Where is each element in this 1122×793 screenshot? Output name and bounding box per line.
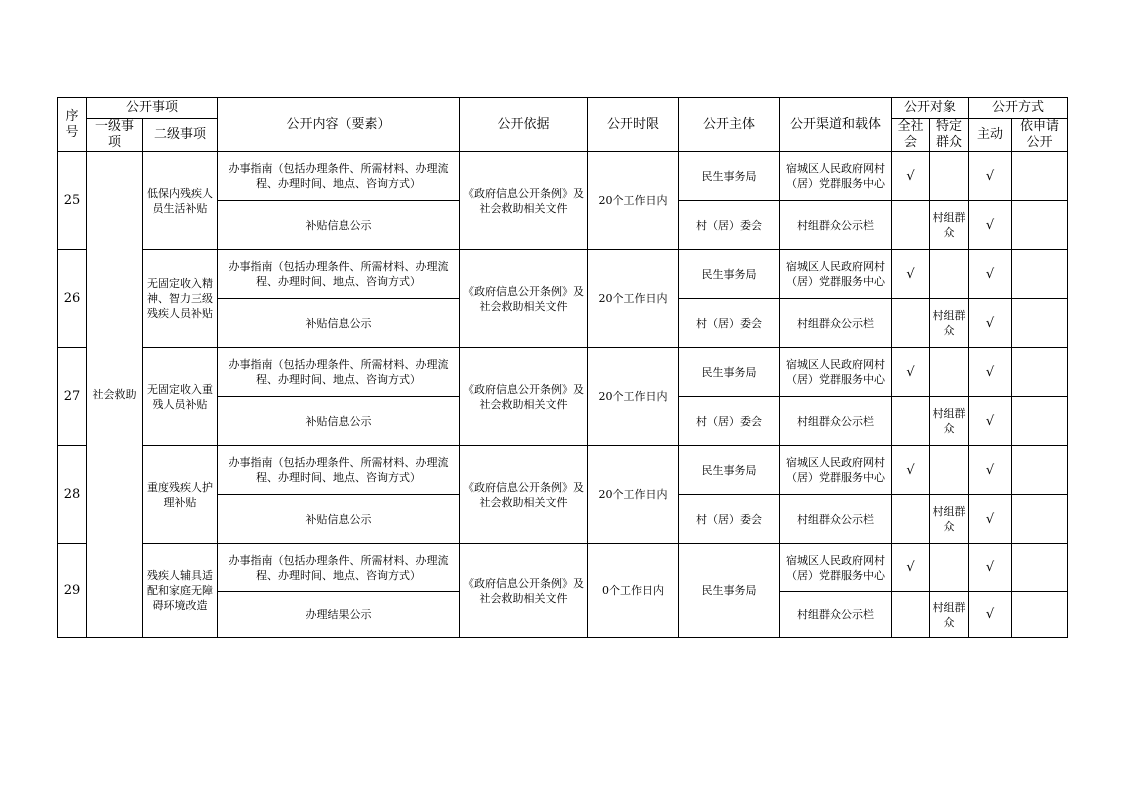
- row-content-guide: 办事指南（包括办理条件、所需材料、办理流程、办理时间、地点、咨询方式）: [218, 446, 460, 495]
- row-by-request: [1012, 348, 1068, 397]
- row-content-guide: 办事指南（包括办理条件、所需材料、办理流程、办理时间、地点、咨询方式）: [218, 544, 460, 592]
- row-active: √: [969, 446, 1012, 495]
- row-channel: 宿城区人民政府网村（居）党群服务中心: [780, 544, 892, 592]
- row-specific-group: [930, 348, 969, 397]
- row-active: √: [969, 201, 1012, 250]
- header-method: 公开方式: [969, 98, 1068, 119]
- row-all-society: √: [892, 152, 930, 201]
- header-level1: 一级事项: [87, 119, 143, 152]
- row-content-notice: 补贴信息公示: [218, 495, 460, 544]
- row-content-guide: 办事指南（包括办理条件、所需材料、办理流程、办理时间、地点、咨询方式）: [218, 152, 460, 201]
- row-time-limit: 20个工作日内: [588, 250, 679, 348]
- row-subject: 村（居）委会: [679, 397, 780, 446]
- row-specific-group: 村组群众: [930, 592, 969, 638]
- row-all-society: [892, 201, 930, 250]
- row-all-society: [892, 299, 930, 348]
- row-basis: 《政府信息公开条例》及社会救助相关文件: [460, 544, 588, 638]
- row-all-society: √: [892, 348, 930, 397]
- row-seq: 25: [58, 152, 87, 250]
- row-all-society: √: [892, 544, 930, 592]
- row-content-notice: 补贴信息公示: [218, 299, 460, 348]
- row-time-limit: 20个工作日内: [588, 446, 679, 544]
- row-channel: 村组群众公示栏: [780, 592, 892, 638]
- table-row: [58, 250, 1068, 299]
- row-seq: 28: [58, 446, 87, 544]
- row-all-society: √: [892, 446, 930, 495]
- header-specific-group: 特定群众: [930, 119, 969, 152]
- row-by-request: [1012, 250, 1068, 299]
- row-subject: 民生事务局: [679, 544, 780, 638]
- row-specific-group: 村组群众: [930, 397, 969, 446]
- row-subject: 民生事务局: [679, 348, 780, 397]
- row-active: √: [969, 495, 1012, 544]
- table-row: [58, 348, 1068, 397]
- row-level2: 低保内残疾人员生活补贴: [143, 152, 218, 250]
- row-all-society: [892, 397, 930, 446]
- row-specific-group: [930, 446, 969, 495]
- row-active: √: [969, 544, 1012, 592]
- row-specific-group: 村组群众: [930, 495, 969, 544]
- row-basis: 《政府信息公开条例》及社会救助相关文件: [460, 446, 588, 544]
- row-active: √: [969, 397, 1012, 446]
- header-content: 公开内容（要素）: [218, 98, 460, 152]
- row-subject: 民生事务局: [679, 152, 780, 201]
- row-by-request: [1012, 446, 1068, 495]
- row-subject: 村（居）委会: [679, 201, 780, 250]
- row-by-request: [1012, 544, 1068, 592]
- row-specific-group: [930, 152, 969, 201]
- row-subject: 村（居）委会: [679, 495, 780, 544]
- row-active: √: [969, 152, 1012, 201]
- row-basis: 《政府信息公开条例》及社会救助相关文件: [460, 152, 588, 250]
- row-active: √: [969, 592, 1012, 638]
- row-content-notice: 补贴信息公示: [218, 201, 460, 250]
- table-row: [58, 152, 1068, 201]
- row-time-limit: 20个工作日内: [588, 348, 679, 446]
- row-specific-group: 村组群众: [930, 201, 969, 250]
- header-by-request: 依申请公开: [1012, 119, 1068, 152]
- row-channel: 宿城区人民政府网村（居）党群服务中心: [780, 348, 892, 397]
- row-level2: 重度残疾人护理补贴: [143, 446, 218, 544]
- row-subject: 民生事务局: [679, 446, 780, 495]
- row-specific-group: [930, 250, 969, 299]
- row-subject: 民生事务局: [679, 250, 780, 299]
- row-specific-group: [930, 544, 969, 592]
- header-seq: 序号: [58, 98, 87, 152]
- row-by-request: [1012, 592, 1068, 638]
- row-seq: 27: [58, 348, 87, 446]
- category-level1: 社会救助: [87, 152, 143, 638]
- row-seq: 29: [58, 544, 87, 638]
- row-specific-group: 村组群众: [930, 299, 969, 348]
- row-by-request: [1012, 495, 1068, 544]
- row-level2: 残疾人辅具适配和家庭无障碍环境改造: [143, 544, 218, 638]
- row-content-notice: 补贴信息公示: [218, 397, 460, 446]
- row-all-society: √: [892, 250, 930, 299]
- row-channel: 宿城区人民政府网村（居）党群服务中心: [780, 250, 892, 299]
- row-channel: 村组群众公示栏: [780, 495, 892, 544]
- row-seq: 26: [58, 250, 87, 348]
- row-all-society: [892, 592, 930, 638]
- row-basis: 《政府信息公开条例》及社会救助相关文件: [460, 348, 588, 446]
- header-basis: 公开依据: [460, 98, 588, 152]
- row-level2: 无固定收入精神、智力三级残疾人员补贴: [143, 250, 218, 348]
- row-content-guide: 办事指南（包括办理条件、所需材料、办理流程、办理时间、地点、咨询方式）: [218, 348, 460, 397]
- row-by-request: [1012, 201, 1068, 250]
- row-active: √: [969, 348, 1012, 397]
- header-level2: 二级事项: [143, 119, 218, 152]
- header-item: 公开事项: [87, 98, 218, 119]
- row-time-limit: 0个工作日内: [588, 544, 679, 638]
- header-all-society: 全社会: [892, 119, 930, 152]
- row-by-request: [1012, 152, 1068, 201]
- row-level2: 无固定收入重残人员补贴: [143, 348, 218, 446]
- header-time-limit: 公开时限: [588, 98, 679, 152]
- row-by-request: [1012, 397, 1068, 446]
- header-active: 主动: [969, 119, 1012, 152]
- row-subject: 村（居）委会: [679, 299, 780, 348]
- row-active: √: [969, 299, 1012, 348]
- row-channel: 村组群众公示栏: [780, 397, 892, 446]
- table-row: [58, 446, 1068, 495]
- header-target: 公开对象: [892, 98, 969, 119]
- row-channel: 宿城区人民政府网村（居）党群服务中心: [780, 152, 892, 201]
- row-content-notice: 办理结果公示: [218, 592, 460, 638]
- row-channel: 宿城区人民政府网村（居）党群服务中心: [780, 446, 892, 495]
- header-channel: 公开渠道和载体: [780, 98, 892, 152]
- row-basis: 《政府信息公开条例》及社会救助相关文件: [460, 250, 588, 348]
- table-row: [58, 544, 1068, 592]
- row-active: √: [969, 250, 1012, 299]
- disclosure-table: [57, 97, 1068, 638]
- row-channel: 村组群众公示栏: [780, 299, 892, 348]
- row-time-limit: 20个工作日内: [588, 152, 679, 250]
- row-content-guide: 办事指南（包括办理条件、所需材料、办理流程、办理时间、地点、咨询方式）: [218, 250, 460, 299]
- header-subject: 公开主体: [679, 98, 780, 152]
- row-by-request: [1012, 299, 1068, 348]
- row-all-society: [892, 495, 930, 544]
- row-channel: 村组群众公示栏: [780, 201, 892, 250]
